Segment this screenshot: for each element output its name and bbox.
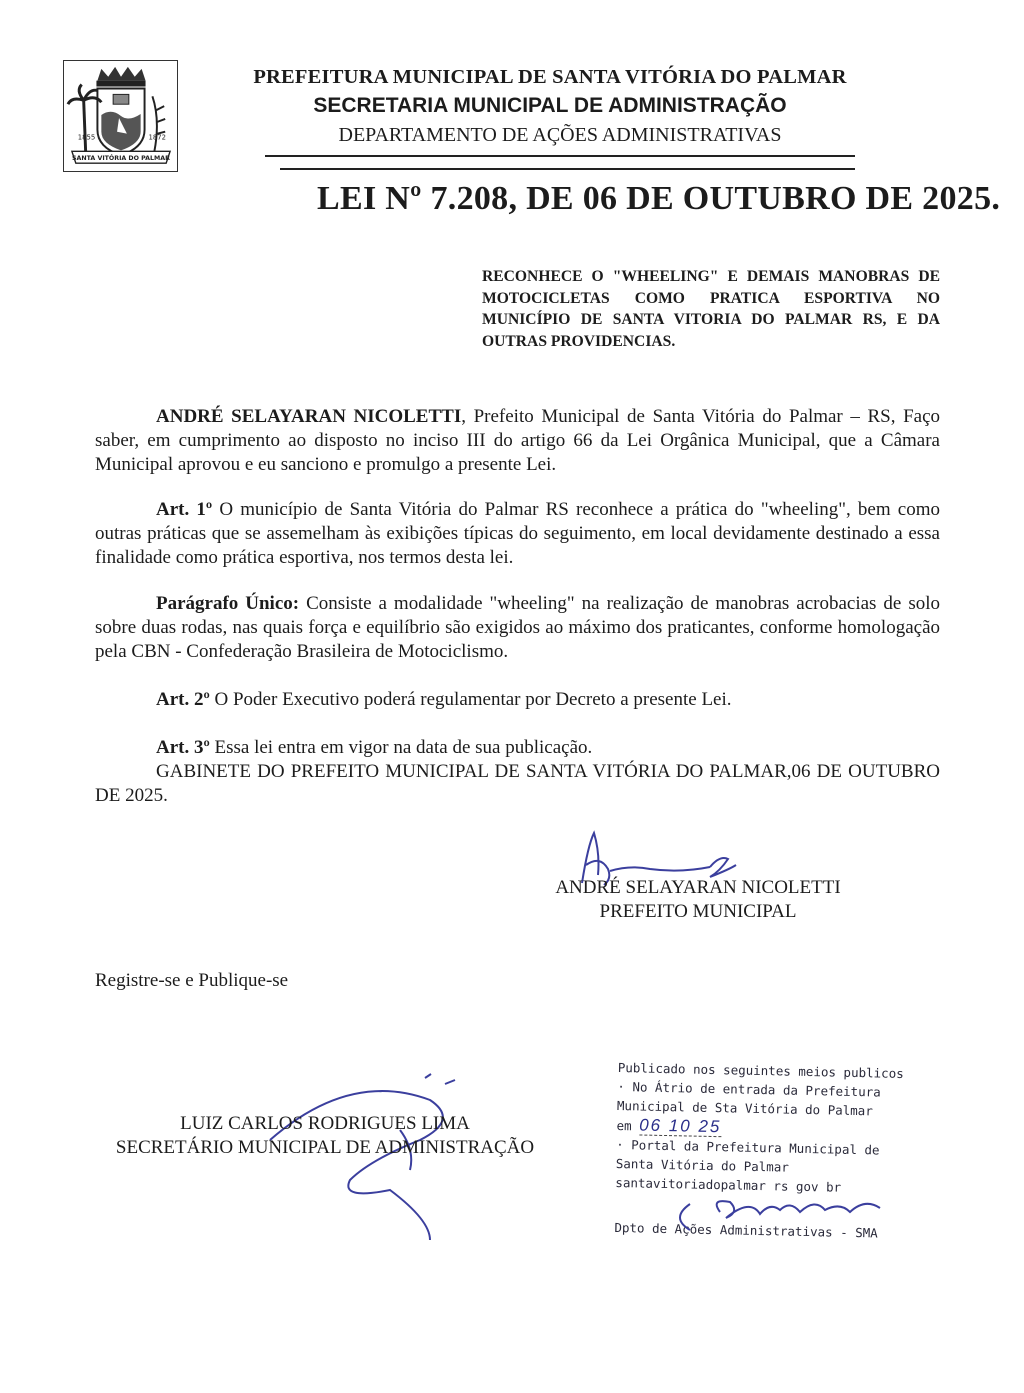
secretary-name: LUIZ CARLOS RODRIGUES LIMA [180, 1113, 470, 1134]
intro-text: , Prefeito Municipal de Santa Vitória do Palmar – RS, Faço saber, em cumprimento ao disposto no inciso III do artigo 66 da Lei Orgânica Municipal, que a Câmara Municipal aprovou e eu sanciono e promulgo a presente Lei. [95, 406, 940, 475]
crest-year-right: 1872 [148, 133, 166, 142]
stamp-line-2: · No Átrio de entrada da Prefeitura [617, 1078, 881, 1100]
header-secretaria: SECRETARIA MUNICIPAL DE ADMINISTRAÇÃO [313, 94, 787, 117]
paragrafo-unico [95, 592, 940, 664]
header-prefeitura: PREFEITURA MUNICIPAL DE SANTA VITÓRIA DO PALMAR [253, 66, 847, 88]
article-2-label: Art. 2º [156, 689, 210, 710]
paragrafo-unico-label: Parágrafo Único: [156, 593, 300, 614]
mayor-name-bold: ANDRÉ SELAYARAN NICOLETTI [156, 406, 462, 427]
paragrafo-unico-text: Consiste a modalidade "wheeling" na realização de manobras acrobacias de solo sobre duas rodas, nas quais força e equilíbrio são exigidos ao máximo dos praticantes, conforme homologação pela CBN - Confederação Brasileira de Motociclismo. [95, 593, 940, 662]
article-1 [95, 498, 940, 570]
publication-stamp [614, 1058, 918, 1243]
secretary-role: SECRETÁRIO MUNICIPAL DE ADMINISTRAÇÃO [115, 1137, 535, 1158]
stamp-line-3: Municipal de Sta Vitória do Palmar [616, 1097, 873, 1119]
gabinete-line [95, 760, 940, 808]
mayor-signature-block [538, 876, 858, 924]
ementa: RECONHECE O "WHEELING" E DEMAIS MANOBRAS DE MOTOCICLETAS COMO PRATICA ESPORTIVA NO MUNICÍPIO DE SANTA VITORIA DO PALMAR RS, E DA OUTRAS PROVIDENCIAS. [482, 268, 940, 350]
crest-emblem-icon [64, 61, 177, 171]
header-divider [280, 168, 855, 170]
stamp-line-8: Dpto de Ações Administrativas - SMA [614, 1219, 878, 1241]
stamp-line-5: · Portal da Prefeitura Municipal de [616, 1136, 880, 1158]
law-title: LEI Nº 7.208, DE 06 DE OUTUBRO DE 2025. [317, 180, 1001, 217]
mayor-role: PREFEITO MUNICIPAL [599, 901, 797, 922]
gabinete-text: GABINETE DO PREFEITO MUNICIPAL DE SANTA VITÓRIA DO PALMAR,06 DE OUTUBRO DE 2025. [95, 761, 940, 806]
stamp-date-prefix: em [616, 1117, 632, 1134]
crest-year-left: 1855 [77, 133, 96, 142]
intro-paragraph [95, 405, 940, 477]
crest-banner-text: SANTA VITÓRIA DO PALMAR [72, 155, 170, 163]
header-divider [265, 155, 855, 157]
article-2 [95, 688, 940, 712]
article-1-label: Art. 1º [156, 499, 213, 520]
article-3-label: Art. 3º [156, 737, 210, 758]
municipal-crest [63, 60, 178, 172]
registre-publique: Registre-se e Publique-se [95, 970, 289, 991]
mayor-name: ANDRÉ SELAYARAN NICOLETTI [555, 877, 841, 898]
stamp-line-6: Santa Vitória do Palmar [615, 1155, 790, 1175]
header-departamento: DEPARTAMENTO DE AÇÕES ADMINISTRATIVAS [338, 124, 782, 146]
stamp-line-7: santavitoriadopalmar rs gov br [615, 1174, 842, 1195]
secretary-signature-block [95, 1112, 555, 1160]
article-3-text: Essa lei entra em vigor na data de sua publicação. [209, 737, 593, 758]
article-3 [95, 736, 940, 760]
secretary-handwritten-signature [230, 1070, 490, 1250]
stamp-line-1: Publicado nos seguintes meios publicos [617, 1059, 904, 1081]
stamp-date: 06 10 25 [638, 1115, 722, 1137]
article-1-text: O município de Santa Vitória do Palmar RS reconhece a prática do "wheeling", bem como outras práticas que se assemelham às exibições típicas do seguimento, em local devidamente destinado a essa finalidade como prática esportiva, nos termos desta lei. [95, 499, 940, 568]
article-2-text: O Poder Executivo poderá regulamentar por Decreto a presente Lei. [209, 689, 732, 710]
